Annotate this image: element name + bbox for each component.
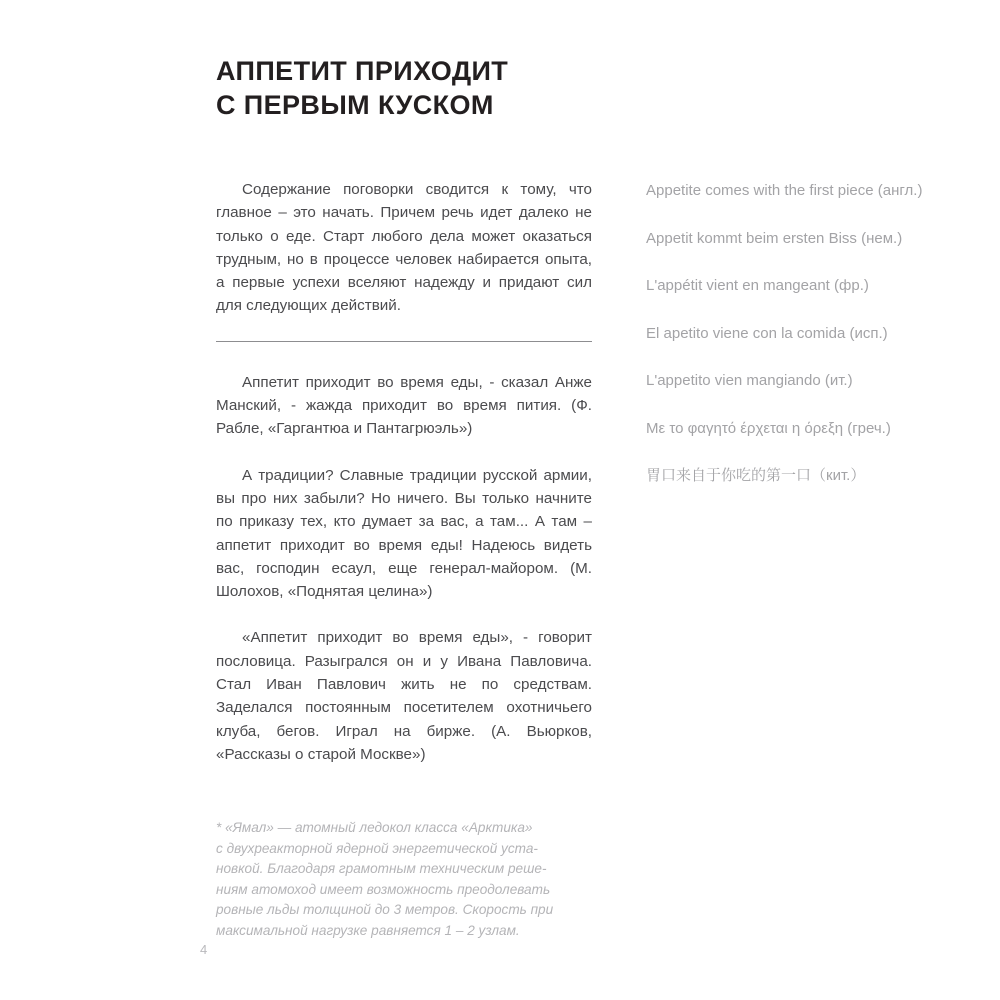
translation-text: Appetit kommt beim ersten Biss (646, 229, 857, 247)
translation-language: (греч.) (847, 419, 891, 437)
quote-paragraph-3: «Аппетит приходит во время еды», - говорит пословица. Разыгрался он и у Ивана Павловича. Стал Иван Павлович жить не по средствам. Заделался постоянным посетителем охотничьего клуба, бегов. Играл на бирже. (А. Вьюрков, «Рассказы о старой Москве») (216, 629, 592, 763)
translation-item-spanish (646, 323, 936, 346)
translation-item-german (646, 228, 936, 251)
translations-column (646, 180, 936, 488)
page-title (216, 54, 646, 122)
footnote-line-6: максимальной нагрузке равняется 1 – 2 узлам. (216, 922, 520, 938)
translation-item-italian (646, 370, 936, 393)
quote-paragraph-1: Аппетит приходит во время еды, - сказал Анже Манский, - жажда приходит во время пития. (Ф. Рабле, «Гаргантюа и Пантагрюэль») (216, 373, 592, 438)
translation-language: (исп.) (849, 324, 888, 342)
translation-item-chinese (646, 465, 936, 488)
footnote (216, 818, 594, 942)
section-divider (216, 341, 592, 342)
translation-item-english (646, 180, 936, 203)
page-number: 4 (200, 942, 208, 957)
page-title-line-2: С ПЕРВЫМ КУСКОМ (216, 90, 494, 121)
translation-item-french (646, 275, 936, 298)
translation-text: Με το φαγητό έρχεται η όρεξη (646, 419, 844, 437)
footnote-line-2: с двухреакторной ядерной энергетической уста- (216, 840, 538, 856)
page-title-line-1: АППЕТИТ ПРИХОДИТ (216, 56, 509, 87)
translation-language: (англ.) (877, 182, 923, 199)
translation-item-greek (646, 418, 936, 441)
translation-language: （кит.） (811, 467, 866, 484)
intro-paragraph: Содержание поговорки сводится к тому, что главное – это начать. Причем речь идет далеко не только о еде. Старт любого дела может оказаться трудным, но в процессе человек набирается опыта, а первые успехи вселяют надежду и придают сил для следующих действий. (216, 181, 592, 315)
translation-text: L'appétit vient en mangeant (646, 277, 830, 294)
translation-text: 胃口来自于你吃的第一口 (646, 467, 812, 484)
footnote-line-4: ниям атомоход имеет возможность преодолевать (216, 881, 551, 897)
translation-text: Appetite comes with the first piece (646, 182, 874, 199)
quote-paragraph-2: А традиции? Славные традиции русской армии, вы про них забыли? Но ничего. Вы только начните по приказу тех, кто думает за вас, а там... А там – аппетит приходит во время еды! Надеюсь видеть вас, господин есаул, еще генерал-майором. (М. Шолохов, «Поднятая целина») (216, 466, 592, 601)
footnote-line-1: * «Ямал» — атомный ледокол класса «Арктика» (216, 820, 533, 835)
main-text-column (216, 178, 592, 766)
translation-language: (ит.) (824, 372, 853, 389)
translation-text: L'appetito vien mangiando (646, 372, 821, 389)
translation-text: El apetito viene con la comida (646, 324, 846, 342)
footnote-line-5: ровные льды толщиной до 3 метров. Скорость при (216, 902, 554, 918)
footnote-line-3: новкой. Благодаря грамотным техническим реше- (216, 861, 547, 877)
translation-language: (нем.) (861, 229, 903, 247)
translation-language: (фр.) (834, 277, 869, 294)
